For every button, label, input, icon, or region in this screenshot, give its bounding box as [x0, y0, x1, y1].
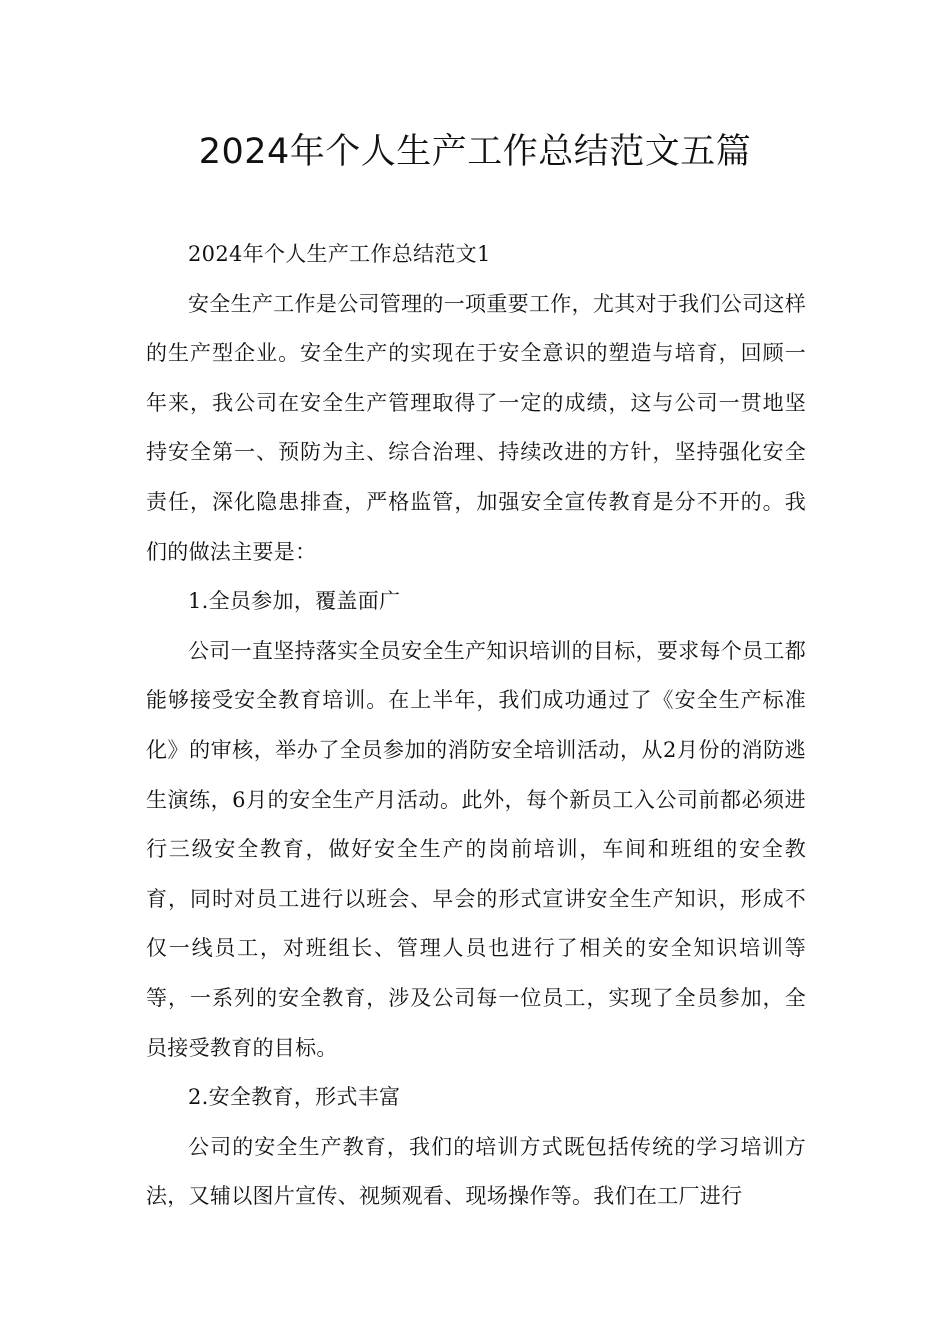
- section-heading: 1.全员参加，覆盖面广: [188, 589, 401, 614]
- section-heading: 2.安全教育，形式丰富: [188, 1085, 401, 1110]
- body-paragraph: 安全生产工作是公司管理的一项重要工作，尤其对于我们公司这样的生产型企业。安全生产的实现在于安全意识的塑造与培育，回顾一年来，我公司在安全生产管理取得了一定的成绩，这与公司一贯地坚持安全第一、预防为主、综合治理、持续改进的方针，坚持强化安全责任，深化隐患排查，严格监管，加强安全宣传教育是分不开的。我们的做法主要是：: [146, 291, 806, 564]
- document-title: 2024年个人生产工作总结范文五篇: [198, 132, 752, 172]
- section-heading: 2024年个人生产工作总结范文1: [188, 242, 491, 266]
- body-paragraph: 公司一直坚持落实全员安全生产知识培训的目标，要求每个员工都能够接受安全教育培训。在上半年，我们成功通过了《安全生产标准化》的审核，举办了全员参加的消防安全培训活动，从2月份的消防逃生演练，6月的安全生产月活动。此外，每个新员工入公司前都必须进行三级安全教育，做好安全生产的岗前培训，车间和班组的安全教育，同时对员工进行以班会、早会的形式宣讲安全生产知识，形成不仅一线员工，对班组长、管理人员也进行了相关的安全知识培训等等，一系列的安全教育，涉及公司每一位员工，实现了全员参加，全员接受教育的目标。: [146, 638, 806, 1060]
- document-body: [146, 230, 806, 1222]
- body-paragraph: 公司的安全生产教育，我们的培训方式既包括传统的学习培训方法，又辅以图片宣传、视频观看、现场操作等。我们在工厂进行: [146, 1134, 806, 1209]
